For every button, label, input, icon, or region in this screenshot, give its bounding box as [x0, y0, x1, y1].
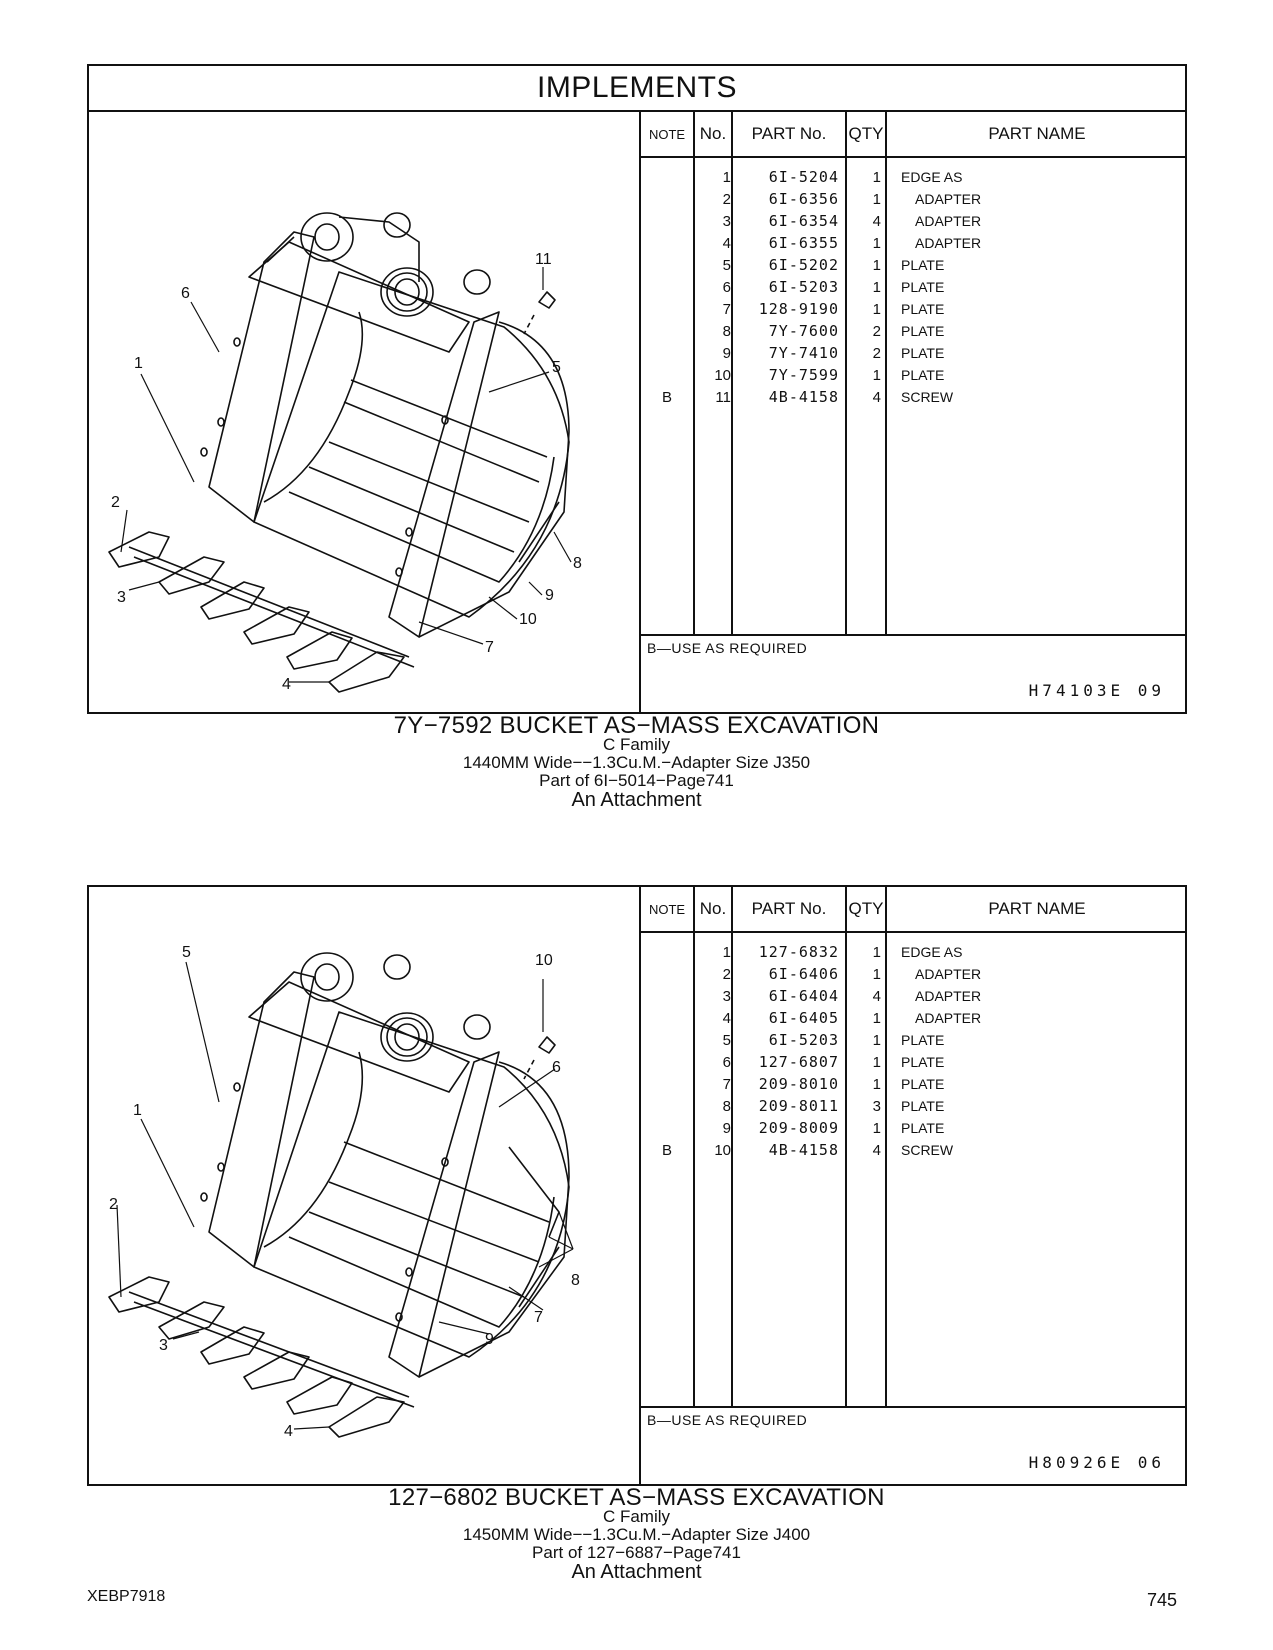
callout-8: 8 — [573, 555, 582, 572]
caption-spec: 1440MM Wide−−1.3Cu.M.−Adapter Size J350 — [462, 753, 811, 772]
reference-code: H80926E 06 — [1028, 1453, 1165, 1472]
caption-family: C Family — [602, 1507, 671, 1526]
page-number: 745 — [1146, 1590, 1177, 1610]
table-row: 5 6I-5203 1 PLATE — [722, 1031, 945, 1049]
header-qty: QTY — [848, 899, 884, 918]
callout-1: 1 — [133, 1102, 142, 1119]
table-row: 8 209-8011 3 PLATE — [722, 1097, 945, 1115]
parts-panel-1 — [87, 64, 1187, 714]
footnote: B—USE AS REQUIRED — [647, 1412, 808, 1428]
table-row: B 11 4B-4158 4 SCREW — [661, 388, 954, 406]
bucket-illustration-2 — [89, 887, 641, 1484]
caption-part-of: Part of 127−6887−Page741 — [532, 1543, 741, 1562]
callout-3: 3 — [159, 1337, 168, 1354]
caption-title: 7Y−7592 BUCKET AS−MASS EXCAVATION — [393, 712, 880, 739]
caption-2 — [0, 1486, 1273, 1582]
parts-panel-2 — [87, 885, 1187, 1486]
parts-table-1 — [641, 112, 1185, 712]
table-row: 10 7Y-7599 1 PLATE — [714, 366, 945, 384]
callout-6: 6 — [552, 1059, 561, 1076]
header-part-no: PART No. — [751, 899, 827, 918]
table-row: 7 209-8010 1 PLATE — [722, 1075, 945, 1093]
parts-table-2 — [641, 887, 1185, 1484]
table-header — [641, 887, 1185, 933]
table-row: 4 6I-6355 1 ADAPTER — [722, 234, 982, 252]
bucket-illustration-1 — [89, 112, 641, 712]
panel-body — [89, 887, 1185, 1484]
table-row: 8 7Y-7600 2 PLATE — [722, 322, 945, 340]
header-part-name: PART NAME — [988, 124, 1086, 143]
header-part-no: PART No. — [751, 124, 827, 143]
callout-7: 7 — [534, 1309, 543, 1326]
callout-10: 10 — [535, 952, 553, 969]
caption-spec: 1450MM Wide−−1.3Cu.M.−Adapter Size J400 — [462, 1525, 811, 1544]
table-row: B 10 4B-4158 4 SCREW — [661, 1141, 954, 1159]
table-row: 1 127-6832 1 EDGE AS — [722, 943, 963, 961]
callout-6: 6 — [181, 285, 190, 302]
callout-9: 9 — [545, 587, 554, 604]
bucket-drawing-1 — [89, 112, 639, 714]
table-row: 6 127-6807 1 PLATE — [722, 1053, 945, 1071]
table-row: 1 6I-5204 1 EDGE AS — [722, 168, 963, 186]
bucket-drawing-2 — [89, 887, 639, 1484]
footnote: B—USE AS REQUIRED — [647, 640, 808, 656]
callout-9: 9 — [485, 1331, 494, 1348]
panel-body — [89, 112, 1185, 712]
table-row: 7 128-9190 1 PLATE — [722, 300, 945, 318]
callout-11: 11 — [535, 251, 552, 268]
caption-1 — [0, 714, 1273, 810]
callout-5: 5 — [552, 359, 561, 376]
header-note: NOTE — [648, 901, 686, 917]
document-id: XEBP7918 — [87, 1588, 166, 1605]
callout-3: 3 — [117, 589, 126, 606]
header-no: No. — [699, 899, 727, 918]
table-row: 6 6I-5203 1 PLATE — [722, 278, 945, 296]
table-row: 2 6I-6356 1 ADAPTER — [722, 190, 982, 208]
table-header — [641, 112, 1185, 158]
header-no: No. — [699, 124, 727, 143]
callout-5: 5 — [182, 944, 191, 961]
caption-title: 127−6802 BUCKET AS−MASS EXCAVATION — [388, 1484, 885, 1511]
header-note: NOTE — [648, 126, 686, 142]
table-footer — [641, 1406, 1185, 1484]
callout-4: 4 — [284, 1423, 293, 1440]
table-row: 3 6I-6404 4 ADAPTER — [722, 987, 982, 1005]
callout-7: 7 — [485, 639, 494, 656]
table-row: 4 6I-6405 1 ADAPTER — [722, 1009, 982, 1027]
callout-4: 4 — [282, 676, 291, 693]
table-row: 2 6I-6406 1 ADAPTER — [722, 965, 982, 983]
table-row: 5 6I-5202 1 PLATE — [722, 256, 945, 274]
page-title: IMPLEMENTS — [89, 66, 1185, 112]
header-part-name: PART NAME — [988, 899, 1086, 918]
table-footer — [641, 634, 1185, 712]
callout-2: 2 — [111, 494, 120, 511]
table-row: 9 7Y-7410 2 PLATE — [722, 344, 945, 362]
table-row: 9 209-8009 1 PLATE — [722, 1119, 945, 1137]
caption-type: An Attachment — [571, 789, 702, 811]
table-row: 3 6I-6354 4 ADAPTER — [722, 212, 982, 230]
callout-1: 1 — [134, 355, 143, 372]
caption-type: An Attachment — [571, 1561, 702, 1583]
reference-code: H74103E 09 — [1028, 681, 1165, 700]
caption-family: C Family — [602, 735, 671, 754]
caption-part-of: Part of 6I−5014−Page741 — [539, 771, 734, 790]
callout-8: 8 — [571, 1272, 580, 1289]
callout-2: 2 — [109, 1196, 118, 1213]
header-qty: QTY — [848, 124, 884, 143]
callout-10: 10 — [519, 611, 537, 628]
